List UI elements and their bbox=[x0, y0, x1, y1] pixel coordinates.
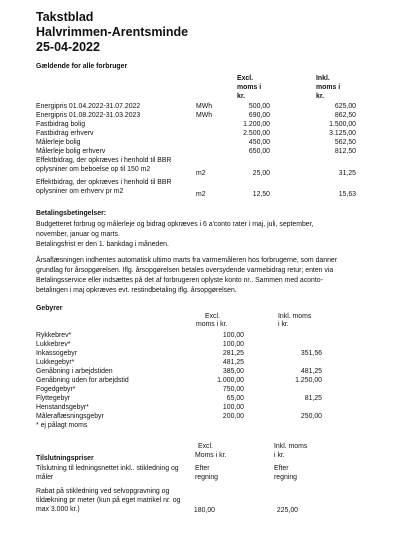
annual-reading-text: Betalingsservice eller indsættes på det af forbrugeren oplyste konto nr.. Sammen med aconto- bbox=[36, 277, 323, 284]
connection-row-label: Rabat på stikledning ved selvopgravning og bbox=[36, 488, 170, 495]
connection-row-label: Tilslutning til ledningsnettet inkl.. stikledning og bbox=[36, 465, 179, 472]
price-row-excl: 450,00 bbox=[248, 139, 270, 146]
fee-row-excl: 100,00 bbox=[222, 341, 244, 348]
price-row-unit: MWh bbox=[196, 103, 213, 110]
prices-col-incl-header: Inkl. bbox=[316, 75, 330, 82]
effektbidrag-label: Effektbidrag, der opkræves i henhold til BBR bbox=[36, 179, 172, 186]
fees-col-excl-header-2: moms i kr. bbox=[196, 321, 228, 328]
effektbidrag-unit: m2 bbox=[196, 191, 206, 198]
fee-row-incl: 1.250,00 bbox=[295, 377, 322, 384]
effektbidrag-label-cont: oplysniner om beboelse op til 150 m2 bbox=[36, 166, 151, 173]
effektbidrag-label-cont: oplysniner om erhverv pr m2 bbox=[36, 188, 124, 195]
fees-col-incl-header: Inkl. moms bbox=[278, 313, 312, 320]
price-row-incl: 3.125,00 bbox=[329, 130, 356, 137]
fee-row-excl: 100,00 bbox=[222, 332, 244, 339]
connection-row-excl: 180,00 bbox=[193, 507, 215, 514]
price-row-label: Målerleje bolig erhverv bbox=[36, 148, 106, 155]
fee-row-label: Inkassogebyr bbox=[36, 350, 77, 357]
fee-row-excl: 200,00 bbox=[222, 413, 244, 420]
fee-row-label: Genåbning i arbejdstiden bbox=[36, 368, 113, 375]
price-row-label: Fastbidrag bolig bbox=[36, 121, 86, 128]
fee-row-excl: 65,00 bbox=[226, 395, 244, 402]
effektbidrag-label: Effektbidrag, der opkræves i henhold til BBR bbox=[36, 157, 172, 164]
price-row-incl: 562,50 bbox=[334, 139, 356, 146]
fees-col-incl-header-2: i kr. bbox=[278, 321, 289, 328]
effektbidrag-unit: m2 bbox=[196, 170, 206, 177]
prices-col-excl-header-2: moms i bbox=[237, 84, 262, 91]
prices-section-title: Gældende for alle forbruger bbox=[36, 63, 128, 70]
document-title: Takstblad bbox=[36, 10, 94, 24]
document-subtitle: Halvrimmen-Arentsminde bbox=[36, 25, 189, 39]
connection-row-excl: Efter bbox=[195, 465, 210, 472]
price-row-excl: 690,00 bbox=[248, 112, 270, 119]
price-row-excl: 2.500,00 bbox=[243, 130, 270, 137]
fee-row-excl: 281,25 bbox=[222, 350, 244, 357]
fee-row-excl: 385,00 bbox=[222, 368, 244, 375]
price-row-excl: 650,00 bbox=[248, 148, 270, 155]
connection-row-label-cont: max 3.000 kr.) bbox=[36, 506, 80, 513]
fee-row-label: Måleraflæsningsgebyr bbox=[36, 413, 104, 420]
prices-col-excl-header: Excl. bbox=[237, 75, 254, 82]
fees-col-excl-header: Excl. bbox=[205, 313, 220, 320]
effektbidrag-excl: 12,50 bbox=[252, 191, 270, 198]
price-row-excl: 500,00 bbox=[248, 103, 270, 110]
fee-row-excl: 1.000,00 bbox=[217, 377, 244, 384]
price-row-label: Energipris 01.08.2022-31.03.2023 bbox=[36, 112, 141, 119]
fees-section-title: Gebyrer bbox=[36, 305, 63, 312]
connection-col-incl-header: Inkl. moms bbox=[274, 443, 308, 450]
price-row-excl: 1.200,00 bbox=[243, 121, 270, 128]
fee-row-incl: 250,00 bbox=[300, 413, 322, 420]
fee-row-incl: 481,25 bbox=[300, 368, 322, 375]
payment-terms-text: Budgetteret forbrug og målerleje og bidrag opkræves i 6 a'conto rater i maj, juli, september, bbox=[36, 221, 314, 228]
price-row-incl: 812,50 bbox=[334, 148, 356, 155]
connection-col-excl-header-2: Moms i kr. bbox=[195, 452, 227, 459]
connection-row-incl: 225,00 bbox=[276, 507, 298, 514]
connection-row-label-cont: måler bbox=[36, 474, 54, 481]
effektbidrag-excl: 25,00 bbox=[252, 170, 270, 177]
price-row-label: Fastbidrag erhverv bbox=[36, 130, 94, 137]
annual-reading-text: betalingen i maj opkræves evt. restindbetaling iflg. årsopgørelsen. bbox=[36, 287, 237, 294]
fee-row-label: Lukkegebyr* bbox=[36, 359, 75, 366]
price-row-label: Energipris 01.04.2022-31.07.2022 bbox=[36, 103, 141, 110]
connection-row-incl: Efter bbox=[274, 465, 289, 472]
annual-reading-text: Årsaflæsningen indhentes automatisk ultimo marts fra varmemåleren hos forbrugerne, som danner bbox=[36, 257, 338, 264]
prices-col-excl-header-3: kr. bbox=[237, 93, 246, 100]
fee-row-label: Lukkebrev* bbox=[36, 341, 71, 348]
fee-row-excl: 481,25 bbox=[222, 359, 244, 366]
connection-row-excl-cont: regning bbox=[195, 474, 218, 481]
price-row-incl: 862,50 bbox=[334, 112, 356, 119]
payment-terms-title: Betalingsbetingelser: bbox=[36, 210, 107, 217]
fee-row-incl: 81,25 bbox=[304, 395, 322, 402]
fee-row-label: Henstandsgebyr* bbox=[36, 404, 89, 411]
price-row-unit: MWh bbox=[196, 112, 213, 119]
fee-row-excl: 100,00 bbox=[222, 404, 244, 411]
fee-row-incl: 351,56 bbox=[300, 350, 322, 357]
connection-row-incl-cont: regning bbox=[274, 474, 297, 481]
prices-col-incl-header-3: kr. bbox=[316, 93, 325, 100]
fee-row-label: Genåbning uden for arbejdstid bbox=[36, 377, 129, 384]
price-row-label: Målerleje bolig bbox=[36, 139, 81, 146]
payment-terms-text: Betalingsfrist er den 1. bankdag i måneden. bbox=[36, 241, 169, 248]
price-row-incl: 1.500,00 bbox=[329, 121, 356, 128]
connection-section-title: Tilslutningspriser bbox=[36, 455, 94, 462]
connection-col-excl-header: Excl. bbox=[198, 443, 213, 450]
prices-col-incl-header-2: moms i bbox=[316, 84, 341, 91]
annual-reading-text: grundlag for årsopgørelsen. Iflg. årsopgørelsen betales oversydende varmebidrag retur; enten via bbox=[36, 267, 334, 274]
payment-terms-text: november, januar og marts. bbox=[36, 231, 120, 238]
fee-row-label: Fogedgebyr* bbox=[36, 386, 76, 393]
effektbidrag-incl: 31,25 bbox=[338, 170, 356, 177]
fee-row-excl: 750,00 bbox=[222, 386, 244, 393]
connection-row-label-cont: tildækning pr meter (kun på eget matrikel nr. og bbox=[36, 497, 181, 504]
connection-col-incl-header-2: i kr. bbox=[274, 452, 285, 459]
price-row-incl: 625,00 bbox=[334, 103, 356, 110]
fees-footnote: * ej pålagt moms bbox=[36, 422, 88, 429]
document-date: 25-04-2022 bbox=[36, 40, 100, 54]
fee-row-label: Flyttegebyr bbox=[36, 395, 71, 402]
fee-row-label: Rykkebrev* bbox=[36, 332, 72, 339]
effektbidrag-incl: 15,63 bbox=[338, 191, 356, 198]
